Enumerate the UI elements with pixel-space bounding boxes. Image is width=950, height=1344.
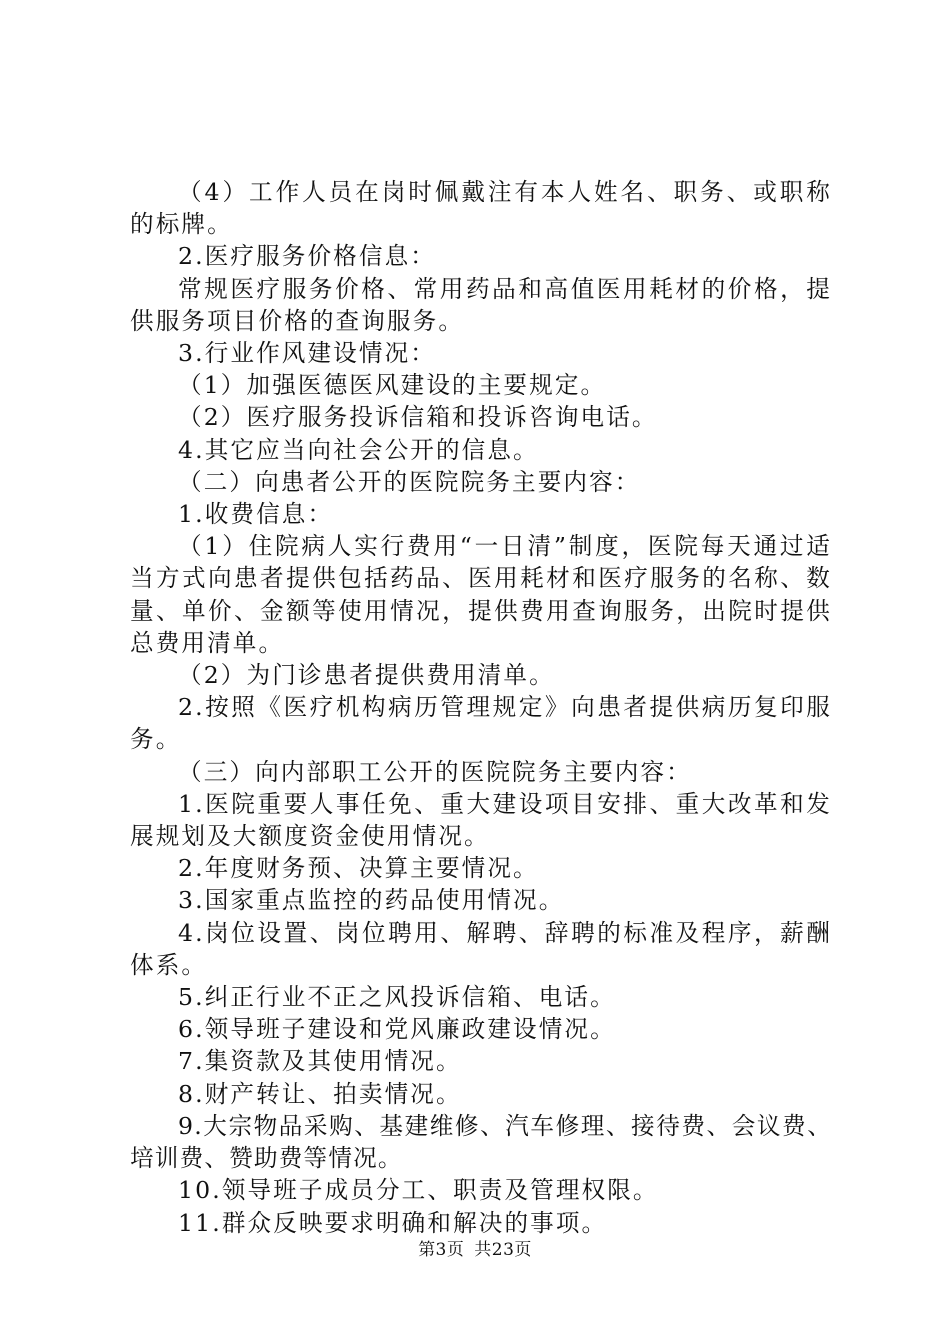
paragraph: 7.集资款及其使用情况。 xyxy=(178,1047,462,1076)
paragraph: （2）为门诊患者提供费用清单。 xyxy=(178,661,555,690)
paragraph: 5.纠正行业不正之风投诉信箱、电话。 xyxy=(178,983,616,1012)
paragraph: （4）工作人员在岗时佩戴注有本人姓名、职务、或职称的标牌。 xyxy=(130,178,832,239)
document-body xyxy=(130,176,832,1239)
paragraph: 3.行业作风建设情况： xyxy=(178,339,436,368)
paragraph: 8.财产转让、拍卖情况。 xyxy=(178,1079,462,1108)
page-total: 共23页 xyxy=(474,1240,532,1260)
paragraph: 2.按照《医疗机构病历管理规定》向患者提供病历复印服务。 xyxy=(130,693,832,754)
paragraph: 6.领导班子建设和党风廉政建设情况。 xyxy=(178,1015,616,1044)
paragraph: 4.其它应当向社会公开的信息。 xyxy=(178,435,539,464)
paragraph: 2.医疗服务价格信息： xyxy=(178,242,436,271)
page-footer xyxy=(0,1238,950,1262)
paragraph: （1）住院病人实行费用“一日清”制度，医院每天通过适当方式向患者提供包括药品、医用耗材和医疗服务的名称、数量、单价、金额等使用情况，提供费用查询服务，出院时提供总费用清单。 xyxy=(130,532,832,657)
paragraph: 2.年度财务预、决算主要情况。 xyxy=(178,854,539,883)
section-heading: （二）向患者公开的医院院务主要内容： xyxy=(178,467,641,496)
paragraph: 9.大宗物品采购、基建维修、汽车修理、接待费、会议费、培训费、赞助费等情况。 xyxy=(130,1111,832,1173)
page-number: 第3页 xyxy=(418,1240,465,1260)
section-heading: （三）向内部职工公开的医院院务主要内容： xyxy=(178,757,692,786)
paragraph: 10.领导班子成员分工、职责及管理权限。 xyxy=(178,1176,659,1205)
paragraph: （2）医疗服务投诉信箱和投诉咨询电话。 xyxy=(178,403,658,432)
paragraph: 11.群众反映要求明确和解决的事项。 xyxy=(178,1208,608,1237)
paragraph: 常规医疗服务价格、常用药品和高值医用耗材的价格，提供服务项目价格的查询服务。 xyxy=(130,274,832,335)
paragraph: 4.岗位设置、岗位聘用、解聘、辞聘的标准及程序，薪酬体系。 xyxy=(130,918,832,979)
paragraph: 3.国家重点监控的药品使用情况。 xyxy=(178,886,565,915)
paragraph: 1.收费信息： xyxy=(178,500,334,529)
paragraph: （1）加强医德医风建设的主要规定。 xyxy=(178,371,607,400)
paragraph: 1.医院重要人事任免、重大建设项目安排、重大改革和发展规划及大额度资金使用情况。 xyxy=(130,789,832,851)
